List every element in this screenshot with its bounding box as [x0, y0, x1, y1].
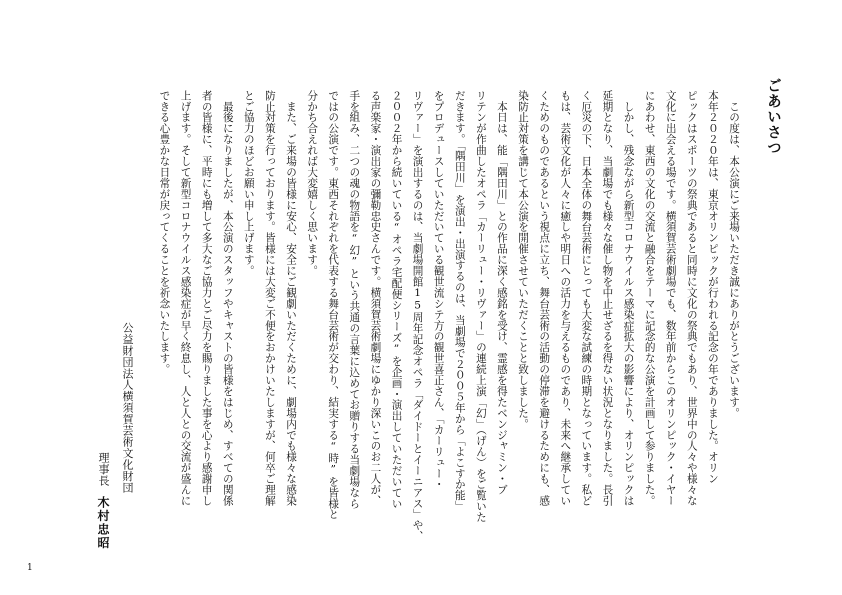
body-line: 分かち合えれば大変嬉しく思います。 — [306, 90, 319, 277]
signature-name: 木村忠昭 — [96, 496, 110, 550]
body-line: リテンが作曲したオペラ「カーリュー・リヴァー」の連続上演「幻」（げん）をご覧いた — [474, 90, 487, 523]
body-line: 手を組み、二つの魂の物語を“幻”という共通の言葉に込めてお贈りする当劇場なら — [348, 90, 361, 509]
body-line: る声楽家・演出家の彌勒忠史さんです。横須賀芸術劇場にゆかり深いこのお二人が、 — [369, 90, 382, 507]
body-line: できる心豊かな日常が戻ってくることを祈念いたします。 — [158, 90, 171, 375]
body-line: にあわせ、東西の文化の交流と融合をテーマに記念的な公演を計画して参りました。 — [643, 90, 656, 507]
body-line: 防止対策を行っております。皆様には大変ご不便をおかけいたしますが、何卒ご理解 — [263, 90, 276, 507]
body-line: をプロデュースしていただいている観世流シテ方の観世喜正さん、「カーリュー・ — [432, 90, 445, 490]
body-line: リヴァー」を演出するのは、当劇場開館15周年記念オペラ「ダイドーとイーニアス」や、 — [411, 90, 424, 542]
body-line: 者の皆様に、平時にも増して多大なご協力とご尽力を賜りました事を心より感謝申し — [200, 90, 213, 507]
body-line: ２００２年から続いている“オペラ宅配便シリーズ”を企画・演出していただいてい — [390, 90, 403, 509]
body-line: 文化に出会える場です。横須賀芸術劇場でも、数年前からこのオリンピック・イヤー — [664, 90, 677, 507]
body-line: とご協力のほどお願い申し上げます。 — [242, 90, 255, 277]
body-line: この度は、本公演にご来場いただき誠にありがとうございます。 — [728, 90, 740, 419]
signature-organization: 公益財団法人横須賀芸術文化財団 — [121, 322, 134, 493]
signature-role: 理事長 — [97, 452, 110, 486]
body-line: 最後になりましたが、本公演のスタッフやキャストの皆様をはじめ、すべての関係 — [221, 90, 234, 507]
body-text — [153, 90, 744, 540]
body-line: 本日は、能「隅田川」との作品に深く感銘を受け、霊感を得たベンジャミン・ブ — [495, 90, 508, 496]
body-line: 延期となり、当劇場でも様々な催し物を中止せざるを得ない状況となりました。長引 — [601, 90, 614, 507]
body-line: しかし、残念ながら新型コロナウイルス感染症拡大の影響により、オリンピックは — [622, 90, 635, 507]
body-line: くためのものであるという視点に立ち、舞台芸術の活動の停滞を避けるためにも、感 — [538, 90, 551, 507]
body-line: だきます。「隅田川」を演出・出演するのは、当劇場で２００５年から「よこすか能」 — [453, 90, 466, 512]
body-line: ピックはスポーツの祭典であると同時に文化の祭典でもあり、世界中の人々や様々な — [685, 90, 698, 507]
body-line: もは、芸術文化が人々に癒しや明日への活力を与えるものであり、未来へ継承してい — [559, 90, 572, 507]
body-line: 染防止対策を講じて本公演を開催させていただくことと致しました。 — [517, 90, 530, 430]
body-line: く厄災の下、日本全体の舞台芸術にとっても大変な試練の時期となっています。私ど — [580, 90, 593, 507]
body-line: また、ご来場の皆様に安心、安全にご観劇いただくために、劇場内でも様々な感染 — [285, 90, 298, 507]
body-line: ではの公演です。東西それぞれを代表する舞台芸術が交わり、結実する“時”を皆様と — [327, 90, 340, 520]
page-number: 1 — [27, 563, 33, 573]
body-line: 上げます。そして新型コロナウイルス感染症が早く終息し、人と人との交流が盛んに — [179, 90, 192, 507]
body-line: 本年２０２０年は、東京オリンピックが行われる記念の年でありました。オリン — [706, 90, 719, 485]
page-title: ごあいさつ — [765, 78, 782, 156]
